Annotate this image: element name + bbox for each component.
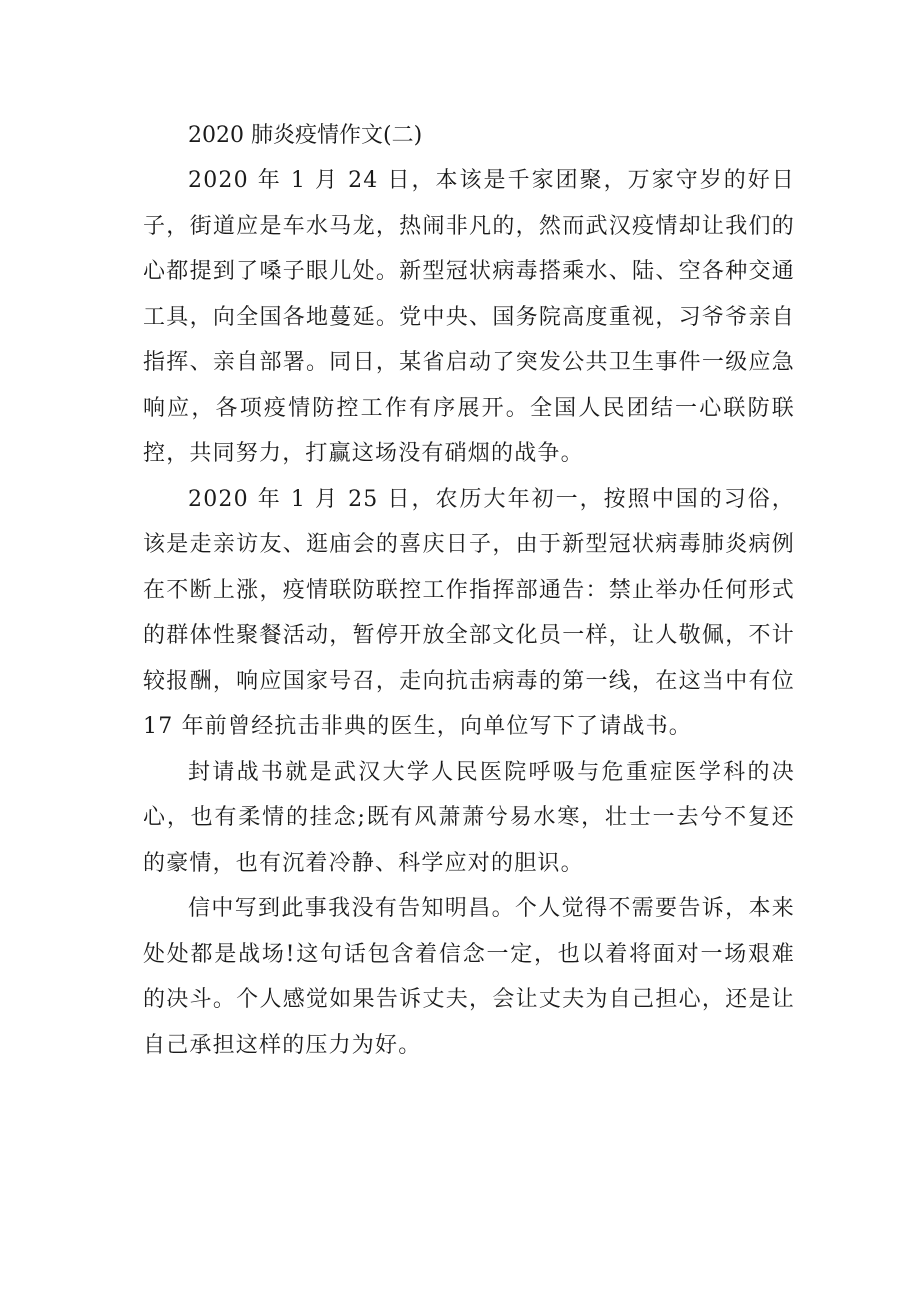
paragraph-4: 信中写到此事我没有告知明昌。个人觉得不需要告诉，本来处处都是战场!这句话包含着信念一定，也以着将面对一场艰难的决斗。个人感觉如果告诉丈夫，会让丈夫为自己担心，还是让自己承担这样的压力为好。 [143,896,795,1058]
paragraph-3: 封请战书就是武汉大学人民医院呼吸与危重症医学科的决心，也有柔情的挂念;既有风萧萧兮易水寒，壮士一去兮不复还的豪情，也有沉着冷静、科学应对的胆识。 [143,759,795,876]
paragraph-2: 2020 年 1 月 25 日，农历大年初一，按照中国的习俗，该是走亲访友、逛庙会的喜庆日子，由于新型冠状病毒肺炎病例在不断上涨，疫情联防联控工作指挥部通告：禁止举办任何形式的群体性聚餐活动，暂停开放全部文化员一样，让人敬佩，不计较报酬，响应国家号召，走向抗击病毒的第一线，在这当中有位 17 年前曾经抗击非典的医生，向单位写下了请战书。 [143,486,795,739]
document-title: 2020 肺炎疫情作文(二) [188,123,423,148]
paragraph-1: 2020 年 1 月 24 日，本该是千家团聚，万家守岁的好日子，街道应是车水马龙，热闹非凡的，然而武汉疫情却让我们的心都提到了嗓子眼儿处。新型冠状病毒搭乘水、陆、空各种交通工具，向全国各地蔓延。党中央、国务院高度重视，习爷爷亲自指挥、亲自部署。同日，某省启动了突发公共卫生事件一级应急响应，各项疫情防控工作有序展开。全国人民团结一心联防联控，共同努力，打赢这场没有硝烟的战争。 [143,168,795,466]
document-page [143,113,795,1068]
